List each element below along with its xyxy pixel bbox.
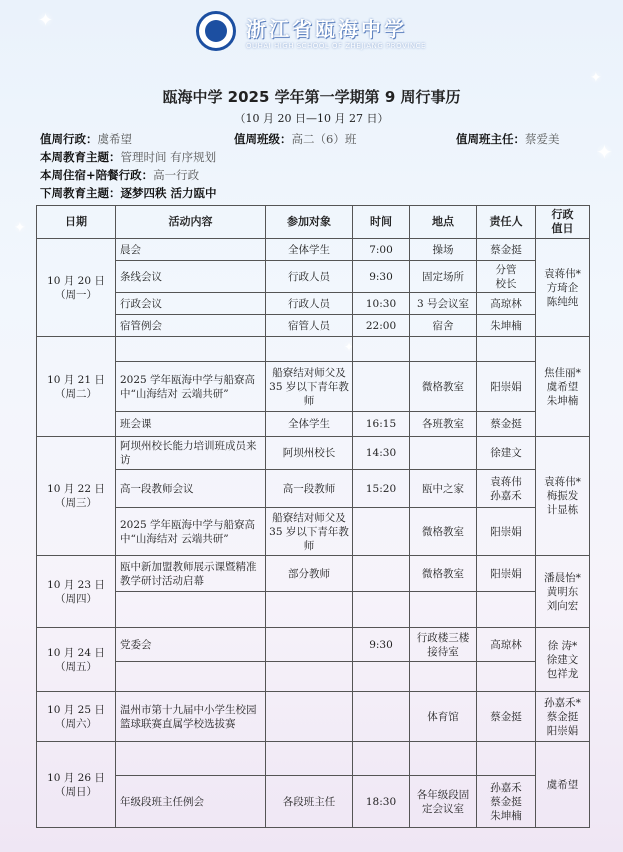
date-range: （10 月 20 日—10 月 27 日） (234, 112, 389, 125)
place-cell (410, 437, 477, 470)
time-cell: 7:00 (353, 239, 410, 261)
table-row (37, 293, 590, 315)
place-cell: 各班教室 (410, 412, 477, 437)
col-header: 责任人 (477, 206, 536, 239)
participants-cell: 船寮结对师父及 35 岁以下青年教师 (266, 362, 353, 412)
table-header-row (37, 206, 590, 239)
col-header: 地点 (410, 206, 477, 239)
place-cell: 瓯中之家 (410, 470, 477, 508)
time-cell: 22:00 (353, 315, 410, 337)
duty-class: 值周班级：高二（6）班 (234, 132, 357, 146)
col-header: 时间 (353, 206, 410, 239)
duty-admin-cell: 袁蒋伟* 方琦企 陈纯纯 (536, 239, 590, 337)
place-cell: 3 号会议室 (410, 293, 477, 315)
place-cell: 操场 (410, 239, 477, 261)
activity-cell (116, 742, 266, 776)
table-row (37, 239, 590, 261)
activity-cell: 党委会 (116, 628, 266, 662)
table-row (37, 315, 590, 337)
responsible-cell: 蔡金挺 (477, 692, 536, 742)
time-cell: 9:30 (353, 628, 410, 662)
table-row (37, 437, 590, 470)
sparkle-icon: ✦ (38, 10, 54, 31)
place-cell: 各年级段固定会议室 (410, 776, 477, 828)
table-row (37, 742, 590, 776)
responsible-cell: 蔡金挺 (477, 412, 536, 437)
participants-cell (266, 692, 353, 742)
participants-cell: 行政人员 (266, 261, 353, 293)
time-cell: 14:30 (353, 437, 410, 470)
time-cell (353, 662, 410, 692)
participants-cell: 全体学生 (266, 412, 353, 437)
date-cell: 10 月 24 日 （周五） (37, 628, 116, 692)
participants-cell: 行政人员 (266, 293, 353, 315)
activity-cell (116, 662, 266, 692)
activity-cell (116, 592, 266, 628)
responsible-cell: 分管 校长 (477, 261, 536, 293)
activity-cell: 年级段班主任例会 (116, 776, 266, 828)
date-cell: 10 月 23 日 （周四） (37, 556, 116, 628)
school-header (196, 8, 436, 54)
table-row (37, 692, 590, 742)
sparkle-icon: ✦ (596, 140, 613, 164)
place-cell: 体育馆 (410, 692, 477, 742)
participants-cell: 宿管人员 (266, 315, 353, 337)
responsible-cell (477, 662, 536, 692)
table-row (37, 662, 590, 692)
place-cell: 微格教室 (410, 556, 477, 592)
responsible-cell: 阳崇娟 (477, 508, 536, 556)
dorm-admin: 本周住宿+陪餐行政：高一行政 (40, 168, 200, 182)
responsible-cell: 阳崇娟 (477, 556, 536, 592)
activity-cell: 行政会议 (116, 293, 266, 315)
time-cell (353, 337, 410, 362)
duty-admin-cell: 袁蒋伟* 梅振发 计显栋 (536, 437, 590, 556)
participants-cell (266, 337, 353, 362)
activity-cell: 条线会议 (116, 261, 266, 293)
duty-admin-cell: 焦佳丽* 虞希望 朱坤楠 (536, 337, 590, 437)
responsible-cell: 朱坤楠 (477, 315, 536, 337)
date-cell: 10 月 25 日 （周六） (37, 692, 116, 742)
table-row (37, 412, 590, 437)
duty-admin-cell: 孙嘉禾* 蔡金挺 阳崇娟 (536, 692, 590, 742)
time-cell (353, 556, 410, 592)
time-cell: 9:30 (353, 261, 410, 293)
date-cell: 10 月 20 日 （周一） (37, 239, 116, 337)
table-row (37, 337, 590, 362)
participants-cell (266, 592, 353, 628)
place-cell: 微格教室 (410, 508, 477, 556)
responsible-cell (477, 592, 536, 628)
col-header: 行政 值日 (536, 206, 590, 239)
activity-cell: 温州市第十九届中小学生校园篮球联赛直属学校选拔赛 (116, 692, 266, 742)
date-cell: 10 月 22 日 （周三） (37, 437, 116, 556)
place-cell (410, 592, 477, 628)
col-header: 日期 (37, 206, 116, 239)
activity-cell (116, 337, 266, 362)
school-name-en: OUHAI HIGH SCHOOL OF ZHEJIANG PROVINCE (246, 41, 426, 50)
page-title: 瓯海中学 2025 学年第一学期第 9 周行事历 (162, 88, 461, 106)
activity-cell: 班会课 (116, 412, 266, 437)
time-cell (353, 592, 410, 628)
responsible-cell (477, 337, 536, 362)
place-cell: 固定场所 (410, 261, 477, 293)
col-header: 活动内容 (116, 206, 266, 239)
place-cell (410, 742, 477, 776)
duty-teacher: 值周班主任：蔡爱美 (456, 132, 560, 146)
time-cell (353, 362, 410, 412)
time-cell: 16:15 (353, 412, 410, 437)
table-row (37, 470, 590, 508)
participants-cell: 高一段教师 (266, 470, 353, 508)
time-cell: 18:30 (353, 776, 410, 828)
activity-cell: 2025 学年瓯海中学与船寮高中“山海结对 云端共研” (116, 362, 266, 412)
participants-cell (266, 742, 353, 776)
date-cell: 10 月 26 日 （周日） (37, 742, 116, 828)
activity-cell: 高一段教师会议 (116, 470, 266, 508)
time-cell: 15:20 (353, 470, 410, 508)
responsible-cell: 蔡金挺 (477, 239, 536, 261)
table-row (37, 628, 590, 662)
time-cell (353, 692, 410, 742)
time-cell (353, 508, 410, 556)
participants-cell: 全体学生 (266, 239, 353, 261)
schedule-table (36, 205, 590, 828)
place-cell: 行政楼三楼接待室 (410, 628, 477, 662)
school-name-cn: 浙江省瓯海中学 (246, 16, 407, 41)
time-cell: 10:30 (353, 293, 410, 315)
table-row (37, 776, 590, 828)
participants-cell: 部分教师 (266, 556, 353, 592)
col-header: 参加对象 (266, 206, 353, 239)
activity-cell: 瓯中新加盟教师展示课暨精准教学研讨活动启幕 (116, 556, 266, 592)
responsible-cell: 阳崇娟 (477, 362, 536, 412)
responsible-cell: 徐建文 (477, 437, 536, 470)
sparkle-icon: ✦ (344, 340, 355, 354)
responsible-cell: 袁蒋伟 孙嘉禾 (477, 470, 536, 508)
participants-cell (266, 628, 353, 662)
table-row (37, 508, 590, 556)
participants-cell (266, 662, 353, 692)
sparkle-icon: ✦ (590, 70, 602, 86)
duty-admin: 值周行政：虞希望 (40, 132, 132, 146)
responsible-cell (477, 742, 536, 776)
activity-cell: 宿管例会 (116, 315, 266, 337)
table-row (37, 592, 590, 628)
participants-cell: 阿坝州校长 (266, 437, 353, 470)
table-row (37, 556, 590, 592)
activity-cell: 阿坝州校长能力培训班成员来访 (116, 437, 266, 470)
activity-cell: 晨会 (116, 239, 266, 261)
place-cell: 宿舍 (410, 315, 477, 337)
participants-cell: 各段班主任 (266, 776, 353, 828)
duty-admin-cell: 虞希望 (536, 742, 590, 828)
education-theme: 本周教育主题：管理时间 有序规划 (40, 150, 217, 164)
responsible-cell: 高琼林 (477, 293, 536, 315)
place-cell: 微格教室 (410, 362, 477, 412)
place-cell (410, 337, 477, 362)
school-logo (196, 11, 236, 51)
table-row (37, 261, 590, 293)
responsible-cell: 高琼林 (477, 628, 536, 662)
duty-admin-cell: 徐 涛* 徐建文 包祥龙 (536, 628, 590, 692)
sparkle-icon: ✦ (14, 220, 26, 236)
next-theme: 下周教育主题：逐梦四秩 活力瓯中 (40, 186, 217, 200)
duty-admin-cell: 潘晨怡* 黄明东 刘向宏 (536, 556, 590, 628)
participants-cell: 船寮结对师父及 35 岁以下青年教师 (266, 508, 353, 556)
responsible-cell: 孙嘉禾 蔡金挺 朱坤楠 (477, 776, 536, 828)
time-cell (353, 742, 410, 776)
table-row (37, 362, 590, 412)
place-cell (410, 662, 477, 692)
date-cell: 10 月 21 日 （周二） (37, 337, 116, 437)
activity-cell: 2025 学年瓯海中学与船寮高中“山海结对 云端共研” (116, 508, 266, 556)
